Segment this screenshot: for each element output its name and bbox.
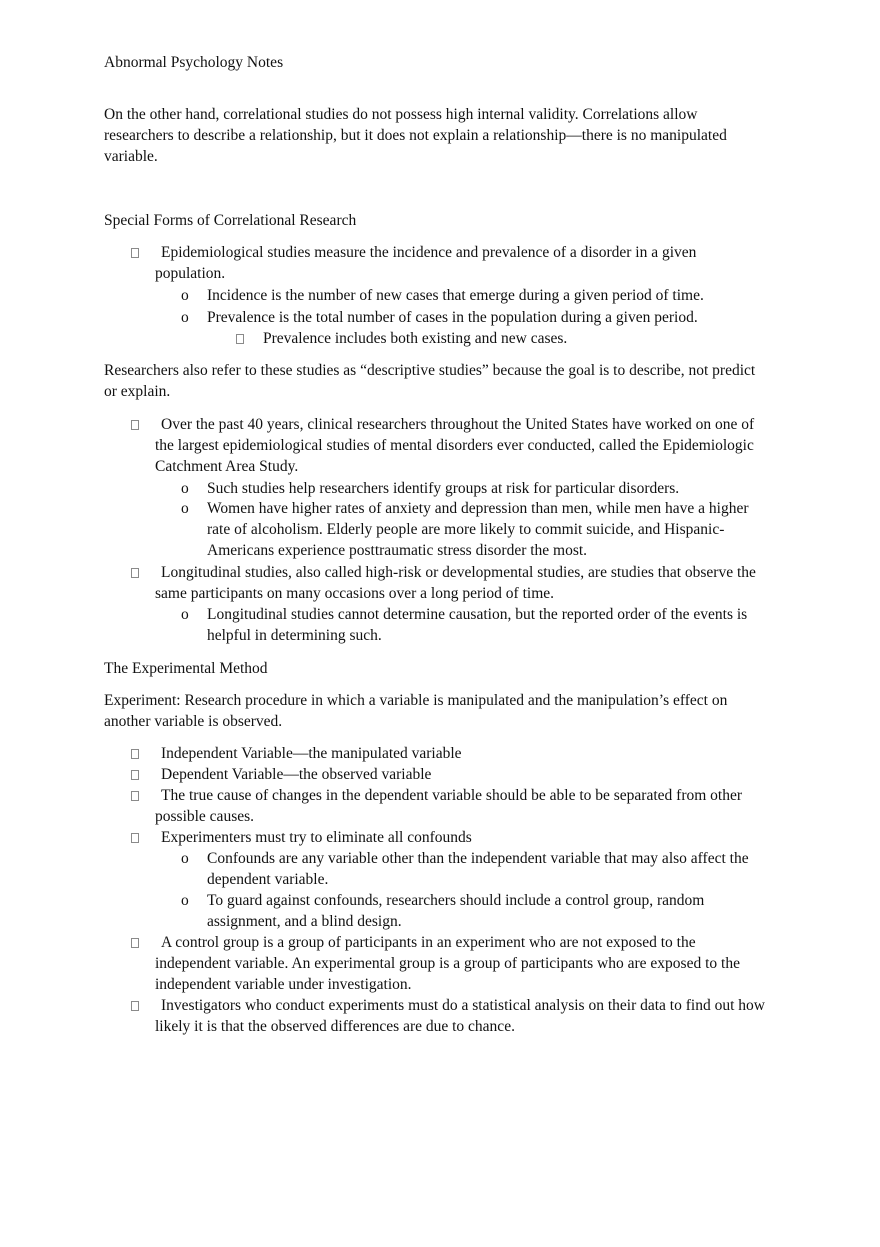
bullet-text: Epidemiological studies measure the incidence and prevalence of a disorder in a given population. bbox=[155, 244, 697, 282]
sub-bullet-marker: o bbox=[181, 500, 189, 517]
sub-sub-bullet-prevalence-includes bbox=[263, 328, 763, 349]
bullet-statistical-analysis bbox=[155, 995, 770, 1037]
sub-bullet-guard-against-confounds bbox=[181, 890, 767, 932]
square-bullet-icon bbox=[131, 770, 139, 780]
square-bullet-icon bbox=[131, 833, 139, 843]
sub-bullet-longitudinal-causation bbox=[181, 604, 767, 646]
sub-bullet-marker: o bbox=[181, 480, 189, 497]
sub-bullet-marker: o bbox=[181, 892, 189, 909]
square-bullet-icon bbox=[236, 334, 244, 344]
square-bullet-icon bbox=[131, 248, 139, 258]
heading-special-forms: Special Forms of Correlational Research bbox=[104, 212, 357, 229]
header-title: Abnormal Psychology Notes bbox=[104, 54, 284, 71]
bullet-text: Investigators who conduct experiments must do a statistical analysis on their data to find out how likely it is that the observed differences are due to chance. bbox=[155, 997, 765, 1035]
sub-bullet-text: Longitudinal studies cannot determine causation, but the reported order of the events is helpful in determining such. bbox=[207, 606, 748, 644]
square-bullet-icon bbox=[131, 938, 139, 948]
sub-bullet-text: Incidence is the number of new cases that emerge during a given period of time. bbox=[207, 287, 704, 304]
square-bullet-icon bbox=[131, 1001, 139, 1011]
sub-bullet-confounds-definition bbox=[181, 848, 767, 890]
sub-bullet-marker: o bbox=[181, 606, 189, 623]
bullet-true-cause bbox=[155, 785, 770, 827]
bullet-text: A control group is a group of participants in an experiment who are not exposed to the independent variable. An experimental group is a group of participants who are exposed to the independent variable under investigation. bbox=[155, 934, 740, 993]
bullet-text: Prevalence includes both existing and new cases. bbox=[263, 330, 568, 347]
bullet-independent-variable bbox=[155, 743, 770, 764]
paragraph-internal-validity: On the other hand, correlational studies do not possess high internal validity. Correlations allow researchers to describe a relationship, but it does not explain a relationship—there is no manipulated variable. bbox=[104, 106, 727, 165]
bullet-text: Independent Variable—the manipulated variable bbox=[161, 745, 462, 762]
sub-bullet-text: To guard against confounds, researchers should include a control group, random assignment, and a blind design. bbox=[207, 892, 705, 930]
bullet-text: Dependent Variable—the observed variable bbox=[161, 766, 432, 783]
bullet-text: Longitudinal studies, also called high-risk or developmental studies, are studies that observe the same participants on many occasions over a long period of time. bbox=[155, 564, 756, 602]
bullet-dependent-variable bbox=[155, 764, 770, 785]
sub-bullet-incidence bbox=[181, 285, 767, 306]
bullet-text: Experimenters must try to eliminate all confounds bbox=[161, 829, 472, 846]
sub-bullet-text: Confounds are any variable other than the independent variable that may also affect the dependent variable. bbox=[207, 850, 749, 888]
bullet-past-40-years bbox=[155, 414, 770, 477]
sub-bullet-prevalence bbox=[181, 307, 767, 328]
paragraph-experiment-definition: Experiment: Research procedure in which a variable is manipulated and the manipulation’s effect on another variable is observed. bbox=[104, 692, 728, 730]
sub-bullet-text: Prevalence is the total number of cases in the population during a given period. bbox=[207, 309, 698, 326]
bullet-longitudinal bbox=[155, 562, 770, 604]
sub-bullet-text: Such studies help researchers identify groups at risk for particular disorders. bbox=[207, 480, 680, 497]
sub-bullet-groups-at-risk bbox=[181, 478, 767, 499]
bullet-control-group bbox=[155, 932, 770, 995]
square-bullet-icon bbox=[131, 791, 139, 801]
sub-bullet-marker: o bbox=[181, 309, 189, 326]
square-bullet-icon bbox=[131, 420, 139, 430]
square-bullet-icon bbox=[131, 568, 139, 578]
sub-bullet-text: Women have higher rates of anxiety and depression than men, while men have a higher rate of alcoholism. Elderly people are more likely to commit suicide, and Hispanic-Americans experience posttraumatic stress disorder the most. bbox=[207, 500, 749, 559]
bullet-epidemiological bbox=[155, 242, 770, 284]
sub-bullet-women-rates bbox=[181, 498, 767, 561]
bullet-text: The true cause of changes in the dependent variable should be able to be separated from other possible causes. bbox=[155, 787, 743, 825]
bullet-eliminate-confounds bbox=[155, 827, 770, 848]
sub-bullet-marker: o bbox=[181, 850, 189, 867]
sub-bullet-marker: o bbox=[181, 287, 189, 304]
heading-experimental-method: The Experimental Method bbox=[104, 660, 268, 677]
paragraph-descriptive-studies: Researchers also refer to these studies as “descriptive studies” because the goal is to describe, not predict or explain. bbox=[104, 362, 756, 400]
bullet-text: Over the past 40 years, clinical researchers throughout the United States have worked on one of the largest epidemiological studies of mental disorders ever conducted, called the Epidemiologic Catchment Area Study. bbox=[155, 416, 755, 475]
square-bullet-icon bbox=[131, 749, 139, 759]
